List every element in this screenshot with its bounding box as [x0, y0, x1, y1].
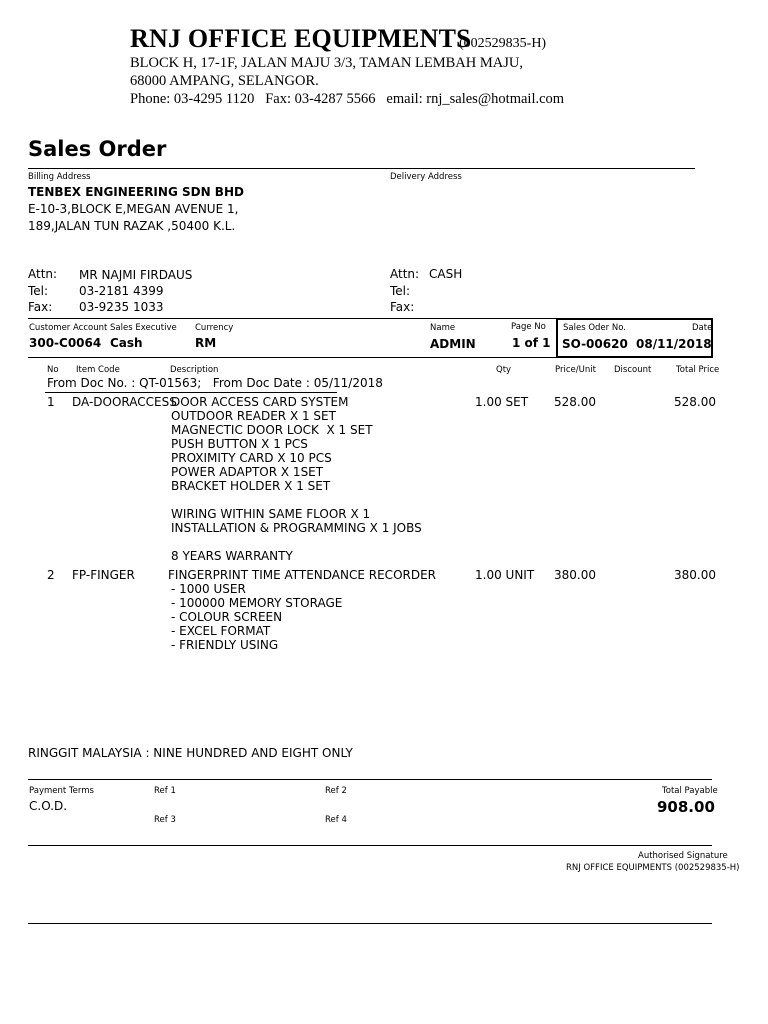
item-2-desc-line-1: FINGERPRINT TIME ATTENDANCE RECORDER: [168, 568, 437, 582]
item-1-code: DA-DOORACCESS: [72, 395, 177, 409]
header-total-price: Total Price: [676, 365, 720, 375]
ref2-label: Ref 2: [325, 786, 347, 796]
ref1-label: Ref 1: [154, 786, 176, 796]
item-1-qty: 1.00 SET: [475, 395, 529, 409]
meta-bottom-divider: [28, 357, 556, 358]
item-1-desc-line-9: WIRING WITHIN SAME FLOOR X 1: [171, 507, 371, 521]
header-price-unit: Price/Unit: [555, 365, 596, 375]
item-1-desc-line-7: BRACKET HOLDER X 1 SET: [171, 479, 331, 493]
company-address-line1: BLOCK H, 17-1F, JALAN MAJU 3/3, TAMAN LEMBAH MAJU,: [130, 55, 523, 71]
item-2-code: FP-FINGER: [72, 568, 135, 582]
item-2-desc-line-5: - EXCEL FORMAT: [171, 624, 271, 638]
delivery-attn: CASH: [429, 267, 463, 281]
billing-name: TENBEX ENGINEERING SDN BHD: [28, 185, 244, 199]
delivery-address-label: Delivery Address: [390, 172, 462, 182]
item-1-desc-line-3: MAGNECTIC DOOR LOCK X 1 SET: [171, 423, 373, 437]
item-2-desc-line-6: - FRIENDLY USING: [171, 638, 279, 652]
page-no: 1 of 1: [512, 336, 551, 350]
from-doc-reference: From Doc No. : QT-01563; From Doc Date : 05/11/2018: [47, 376, 383, 390]
item-2-price: 380.00: [554, 568, 596, 582]
name-label: Name: [430, 323, 456, 333]
company-contact: Phone: 03-4295 1120 Fax: 03-4287 5566 email: rnj_sales@hotmail.com: [130, 91, 565, 107]
item-2-no: 2: [47, 568, 55, 582]
item-2-desc-line-3: - 100000 MEMORY STORAGE: [171, 596, 343, 610]
currency: RM: [195, 336, 217, 350]
ref4-label: Ref 4: [325, 815, 347, 825]
sales-executive: Cash: [110, 336, 143, 350]
amount-in-words: RINGGIT MALAYSIA : NINE HUNDRED AND EIGHT ONLY: [28, 746, 353, 760]
item-2-qty: 1.00 UNIT: [475, 568, 535, 582]
billing-fax-label: Fax:: [28, 300, 53, 314]
title-divider: [28, 168, 695, 169]
delivery-attn-label: Attn:: [390, 267, 420, 281]
header-discount: Discount: [614, 365, 652, 375]
footer-top-divider: [28, 779, 712, 780]
sales-order-no: SO-00620: [562, 337, 628, 351]
item-1-desc-line-10: INSTALLATION & PROGRAMMING X 1 JOBS: [171, 521, 422, 535]
header-no: No: [47, 365, 59, 375]
item-1-desc-line-1: DOOR ACCESS CARD SYSTEM: [171, 395, 349, 409]
item-1-no: 1: [47, 395, 55, 409]
payment-terms: C.O.D.: [29, 799, 68, 813]
ref3-label: Ref 3: [154, 815, 176, 825]
company-name: RNJ OFFICE EQUIPMENTS: [130, 24, 471, 53]
total-payable-label: Total Payable: [662, 786, 718, 796]
order-date: 08/11/2018: [636, 337, 712, 351]
item-2-desc-line-4: - COLOUR SCREEN: [171, 610, 283, 624]
billing-tel-label: Tel:: [28, 284, 49, 298]
footer-bottom-divider: [28, 923, 712, 924]
item-1-desc-line-4: PUSH BUTTON X 1 PCS: [171, 437, 308, 451]
document-title: Sales Order: [28, 137, 167, 161]
customer-account-label: Customer Account: [29, 323, 108, 333]
header-description: Description: [170, 365, 219, 375]
item-2-total: 380.00: [674, 568, 716, 582]
sales-order-no-label: Sales Oder No.: [563, 323, 626, 333]
name-value: ADMIN: [430, 337, 476, 351]
billing-attn: MR NAJMI FIRDAUS: [79, 268, 193, 282]
billing-address-label: Billing Address: [28, 172, 91, 182]
delivery-tel-label: Tel:: [390, 284, 411, 298]
authorised-signature-label: Authorised Signature: [638, 851, 728, 861]
item-1-total: 528.00: [674, 395, 716, 409]
sales-executive-label: Sales Executive: [110, 323, 177, 333]
signature-company: RNJ OFFICE EQUIPMENTS (002529835-H): [566, 863, 740, 873]
billing-address-line1: E-10-3,BLOCK E,MEGAN AVENUE 1,: [28, 202, 239, 216]
item-2-desc-line-2: - 1000 USER: [171, 582, 246, 596]
item-1-price: 528.00: [554, 395, 596, 409]
header-item-code: Item Code: [76, 365, 120, 375]
company-address-line2: 68000 AMPANG, SELANGOR.: [130, 73, 319, 89]
item-1-desc-line-12: 8 YEARS WARRANTY: [171, 549, 293, 563]
item-1-desc-line-6: POWER ADAPTOR X 1SET: [171, 465, 324, 479]
item-1-desc-line-2: OUTDOOR READER X 1 SET: [171, 409, 336, 423]
page-no-label: Page No: [511, 322, 546, 332]
from-doc-underline: [45, 392, 337, 393]
date-label: Date: [692, 323, 713, 333]
payment-terms-label: Payment Terms: [29, 786, 94, 796]
delivery-fax-label: Fax:: [390, 300, 415, 314]
header-qty: Qty: [496, 365, 512, 375]
footer-mid-divider: [28, 845, 712, 846]
currency-label: Currency: [195, 323, 234, 333]
company-reg-no: (002529835-H): [459, 36, 547, 51]
billing-fax: 03-9235 1033: [79, 300, 164, 314]
customer-account: 300-C0064: [29, 336, 102, 350]
billing-address-line2: 189,JALAN TUN RAZAK ,50400 K.L.: [28, 219, 236, 233]
billing-tel: 03-2181 4399: [79, 284, 164, 298]
item-1-desc-line-5: PROXIMITY CARD X 10 PCS: [171, 451, 332, 465]
total-payable: 908.00: [657, 798, 715, 816]
billing-attn-label: Attn:: [28, 267, 58, 281]
